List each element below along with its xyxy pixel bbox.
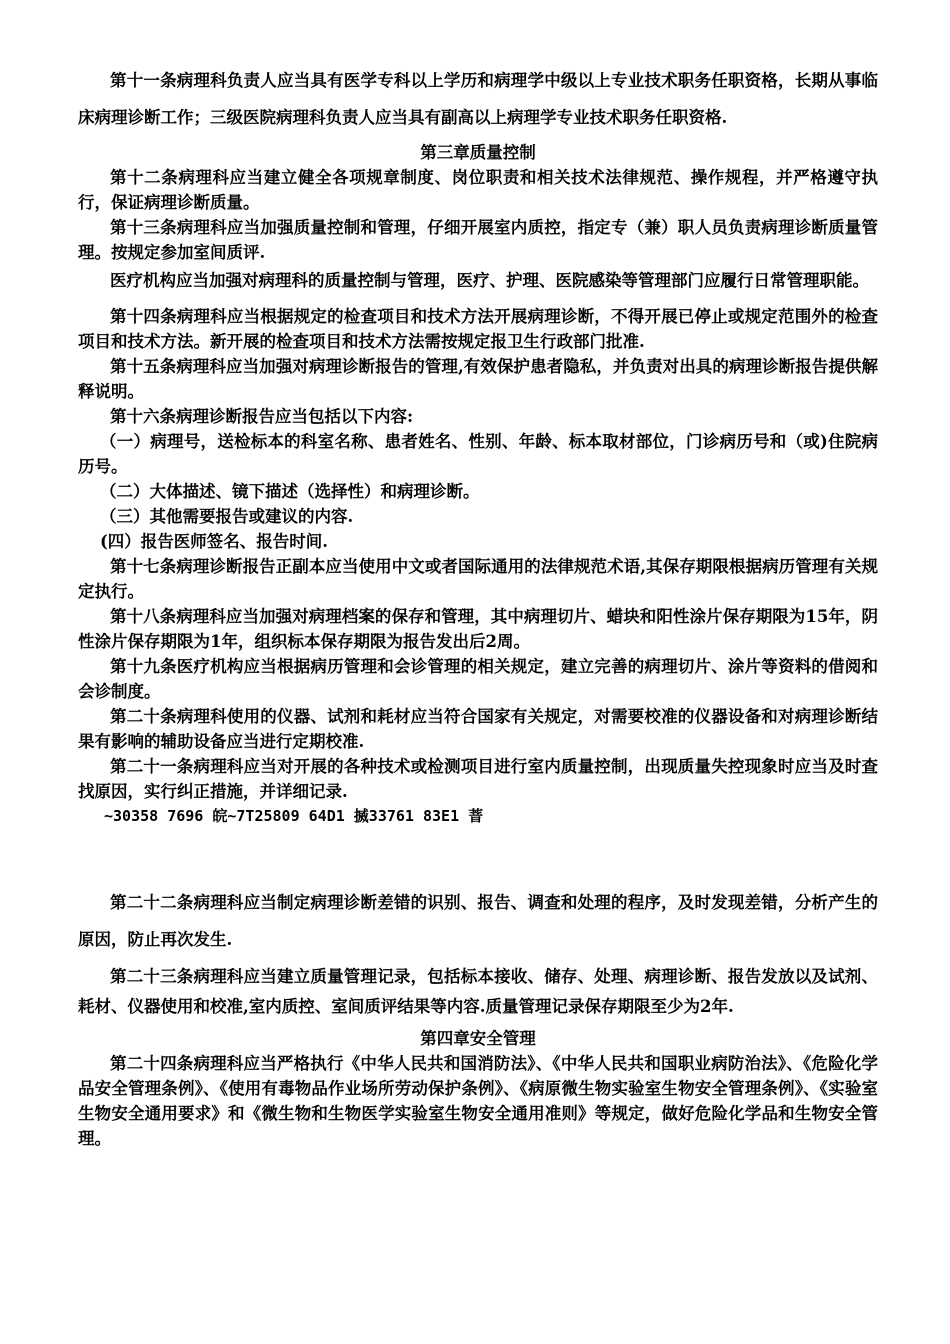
article-12: 第十二条病理科应当建立健全各项规章制度、岗位职责和相关技术法律规范、操作规程，并严格遵守执行，保证病理诊断质量。 [78,168,878,212]
article-16-item-3: （三）其他需要报告或建议的内容. [100,507,354,526]
chapter-3-heading: 第三章质量控制 [420,143,536,162]
article-11: 第十一条病理科负责人应当具有医学专科以上学历和病理学中级以上专业技术职务任职资格，长期从事临床病理诊断工作；三级医院病理科负责人应当具有副高以上病理学专业技术职务任职资格. [78,71,878,127]
article-16-item-1: （一）病理号，送检标本的科室名称、患者姓名、性别、年龄、标本取材部位，门诊病历号和（或)住院病历号。 [78,432,878,476]
article-22: 第二十二条病理科应当制定病理诊断差错的识别、报告、调查和处理的程序，及时发现差错，分析产生的原因，防止再次发生. [78,893,878,949]
article-13: 第十三条病理科应当加强质量控制和管理，仔细开展室内质控，指定专（兼）职人员负责病理诊断质量管理。按规定参加室间质评. [78,218,878,262]
article-13-paragraph-2: 医疗机构应当加强对病理科的质量控制与管理，医疗、护理、医院感染等管理部门应履行日常管理职能。 [110,271,869,290]
document-page [78,62,878,1151]
article-16: 第十六条病理诊断报告应当包括以下内容: [110,407,414,426]
garbled-text-line: ~30358 7696 皖~7T25809 64D1 搣33761 83E1 萻 [104,807,484,825]
chapter-4-heading: 第四章安全管理 [420,1029,536,1048]
article-18: 第十八条病理科应当加强对病理档案的保存和管理，其中病理切片、蜡块和阳性涂片保存期限为15年，阴性涂片保存期限为1年，组织标本保存期限为报告发出后2周。 [78,607,878,651]
article-16-item-2: （二）大体描述、镜下描述（选择性）和病理诊断。 [100,482,480,501]
article-16-item-4: (四）报告医师签名、报告时间. [100,532,329,551]
article-19: 第十九条医疗机构应当根据病历管理和会诊管理的相关规定，建立完善的病理切片、涂片等资料的借阅和会诊制度。 [78,657,878,701]
article-21: 第二十一条病理科应当对开展的各种技术或检测项目进行室内质量控制，出现质量失控现象时应当及时查找原因，实行纠正措施，并详细记录. [78,757,878,801]
article-20: 第二十条病理科使用的仪器、试剂和耗材应当符合国家有关规定，对需要校准的仪器设备和对病理诊断结果有影响的辅助设备应当进行定期校准. [78,707,878,751]
article-14: 第十四条病理科应当根据规定的检查项目和技术方法开展病理诊断，不得开展已停止或规定范围外的检查项目和技术方法。新开展的检查项目和技术方法需按规定报卫生行政部门批准. [78,307,878,351]
article-17: 第十七条病理诊断报告正副本应当使用中文或者国际通用的法律规范术语,其保存期限根据病历管理有关规定执行。 [78,557,878,601]
article-23: 第二十三条病理科应当建立质量管理记录，包括标本接收、储存、处理、病理诊断、报告发放以及试剂、耗材、仪器使用和校准,室内质控、室间质评结果等内容.质量管理记录保存期限至少为2年. [78,967,878,1016]
article-15: 第十五条病理科应当加强对病理诊断报告的管理,有效保护患者隐私，并负责对出具的病理诊断报告提供解释说明。 [78,357,878,401]
article-24: 第二十四条病理科应当严格执行《中华人民共和国消防法》、《中华人民共和国职业病防治法》、《危险化学品安全管理条例》、《使用有毒物品作业场所劳动保护条例》、《病原微生物实验室生物安全管理条例》、《实验室生物安全通用要求》和《微生物和生物医学实验室生物安全通用准则》等规定，做好危险化学品和生物安全管理。 [78,1054,878,1148]
